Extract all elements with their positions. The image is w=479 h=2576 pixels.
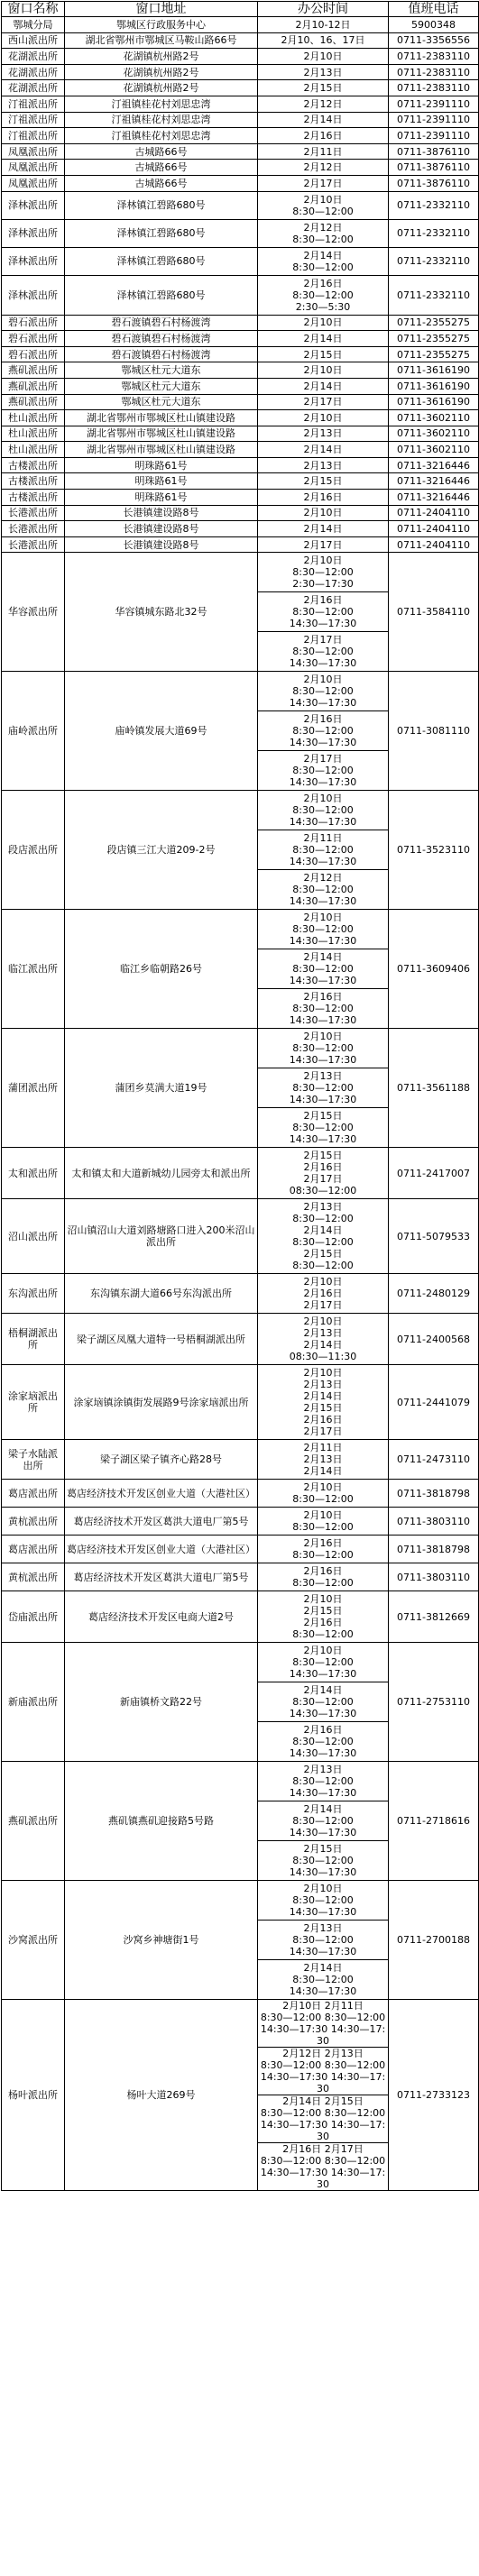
- table-row: [2, 275, 479, 315]
- cell-window-name: 凤凰派出所: [2, 143, 65, 160]
- cell-office-hours: 2月14日: [258, 442, 389, 458]
- header-window-name: 窗口名称: [2, 2, 65, 17]
- cell-duty-phone: 0711-3818798: [389, 1480, 479, 1508]
- cell-office-hours: 2月10日 8:30—12:00 14:30—17:30: [258, 1643, 389, 1682]
- table-row: [2, 346, 479, 362]
- cell-window-name: 杜山派出所: [2, 426, 65, 442]
- cell-window-name: 长港派出所: [2, 521, 65, 537]
- cell-window-address: 梁子湖区凤凰大道特一号梧桐湖派出所: [65, 1314, 258, 1365]
- cell-office-hours: 2月10日: [258, 315, 389, 331]
- cell-duty-phone: 0711-3561188: [389, 1029, 479, 1148]
- table-row: [2, 1148, 479, 1199]
- cell-office-hours: 2月16日: [258, 128, 389, 144]
- cell-office-hours: 2月14日 8:30—12:00: [258, 247, 389, 275]
- cell-window-name: 泽林派出所: [2, 275, 65, 315]
- cell-window-name: 凤凰派出所: [2, 160, 65, 176]
- cell-window-address: 花湖镇杭州路2号: [65, 80, 258, 96]
- cell-office-hours: 2月10日 8:30—12:00 14:30—17:30: [258, 910, 389, 949]
- cell-duty-phone: 0711-3616190: [389, 394, 479, 410]
- cell-duty-phone: 0711-2733123: [389, 2000, 479, 2191]
- table-row: [2, 521, 479, 537]
- cell-duty-phone: 0711-3523110: [389, 791, 479, 910]
- cell-window-name: 泽林派出所: [2, 219, 65, 247]
- table-row: [2, 473, 479, 490]
- cell-window-name: 古楼派出所: [2, 473, 65, 490]
- table-row: [2, 331, 479, 347]
- cell-window-name: 汀祖派出所: [2, 128, 65, 144]
- table-row: [2, 143, 479, 160]
- cell-window-address: 泽林镇江碧路680号: [65, 247, 258, 275]
- cell-office-hours: 2月10、16、17日: [258, 32, 389, 49]
- cell-duty-phone: 0711-3876110: [389, 160, 479, 176]
- cell-office-hours: 2月14日: [258, 331, 389, 347]
- cell-window-name: 燕矶派出所: [2, 378, 65, 394]
- cell-window-address: 碧石渡镇碧石村杨渡湾: [65, 315, 258, 331]
- table-row: [2, 64, 479, 80]
- cell-window-name: 凤凰派出所: [2, 175, 65, 191]
- cell-duty-phone: 0711-2404110: [389, 521, 479, 537]
- cell-duty-phone: 0711-3602110: [389, 426, 479, 442]
- cell-duty-phone: 0711-2355275: [389, 346, 479, 362]
- table-row: [2, 1563, 479, 1591]
- cell-window-address: 东沟镇东湖大道66号东沟派出所: [65, 1274, 258, 1314]
- cell-window-name: 碧石派出所: [2, 346, 65, 362]
- header-office-hours: 办公时间: [258, 2, 389, 17]
- cell-duty-phone: 0711-2400568: [389, 1314, 479, 1365]
- cell-duty-phone: 0711-2753110: [389, 1643, 479, 1762]
- cell-window-name: 燕矶派出所: [2, 394, 65, 410]
- cell-office-hours: 2月13日: [258, 64, 389, 80]
- cell-window-name: 长港派出所: [2, 505, 65, 521]
- cell-duty-phone: 0711-2417007: [389, 1148, 479, 1199]
- cell-office-hours: 2月14日 8:30—12:00 14:30—17:30: [258, 949, 389, 989]
- cell-window-address: 沙窝乡神塘街1号: [65, 1881, 258, 2000]
- cell-duty-phone: 0711-3216446: [389, 457, 479, 473]
- cell-window-address: 蒲团乡莫满大道19号: [65, 1029, 258, 1148]
- cell-window-name: 蒲团派出所: [2, 1029, 65, 1148]
- cell-duty-phone: 0711-2355275: [389, 331, 479, 347]
- cell-window-address: 临江乡临朝路26号: [65, 910, 258, 1029]
- cell-duty-phone: 0711-2391110: [389, 128, 479, 144]
- cell-window-name: 西山派出所: [2, 32, 65, 49]
- table-row: [2, 32, 479, 49]
- cell-window-address: 长港镇建设路8号: [65, 536, 258, 553]
- cell-window-name: 汀祖派出所: [2, 96, 65, 112]
- cell-window-address: 湖北省鄂州市鄂城区杜山镇建设路: [65, 410, 258, 426]
- cell-window-name: 杜山派出所: [2, 410, 65, 426]
- cell-office-hours: 2月14日 2月15日 8:30—12:00 8:30—12:00 14:30—17:30 14:30—17:30: [258, 2095, 389, 2143]
- cell-window-address: 明珠路61号: [65, 457, 258, 473]
- table-row: [2, 128, 479, 144]
- cell-window-address: 鄂城区杜元大道东: [65, 394, 258, 410]
- table-row: [2, 1591, 479, 1643]
- table-row: [2, 1881, 479, 1921]
- cell-duty-phone: 0711-2718616: [389, 1762, 479, 1881]
- cell-window-address: 碧石渡镇碧石村杨渡湾: [65, 346, 258, 362]
- cell-duty-phone: 0711-3876110: [389, 175, 479, 191]
- header-row: [2, 2, 479, 17]
- table-row: [2, 536, 479, 553]
- table-row: [2, 247, 479, 275]
- cell-window-name: 古楼派出所: [2, 490, 65, 506]
- cell-window-address: 湖北省鄂州市鄂城区杜山镇建设路: [65, 426, 258, 442]
- cell-duty-phone: 5900348: [389, 17, 479, 33]
- cell-window-name: 段店派出所: [2, 791, 65, 910]
- cell-window-name: 华容派出所: [2, 553, 65, 672]
- cell-window-name: 黄杭派出所: [2, 1508, 65, 1536]
- cell-office-hours: 2月12日 8:30—12:00 14:30—17:30: [258, 870, 389, 910]
- cell-duty-phone: 0711-2332110: [389, 191, 479, 219]
- cell-office-hours: 2月10日 8:30—12:00 2:30—17:30: [258, 553, 389, 592]
- cell-office-hours: 2月14日: [258, 378, 389, 394]
- cell-window-name: 沼山派出所: [2, 1199, 65, 1274]
- table-row: [2, 410, 479, 426]
- cell-office-hours: 2月16日 8:30—12:00 14:30—17:30: [258, 711, 389, 751]
- cell-window-address: 碧石渡镇碧石村杨渡湾: [65, 331, 258, 347]
- cell-window-address: 葛店经济技术开发区电商大道2号: [65, 1591, 258, 1643]
- table-row: [2, 910, 479, 949]
- cell-window-address: 汀祖镇桂花村刘思忠湾: [65, 112, 258, 128]
- table-row: [2, 191, 479, 219]
- cell-duty-phone: 0711-3876110: [389, 143, 479, 160]
- cell-duty-phone: 0711-2383110: [389, 80, 479, 96]
- cell-office-hours: 2月11日: [258, 143, 389, 160]
- cell-office-hours: 2月17日 8:30—12:00 14:30—17:30: [258, 751, 389, 791]
- cell-duty-phone: 0711-2391110: [389, 96, 479, 112]
- table-row: [2, 426, 479, 442]
- cell-office-hours: 2月14日: [258, 112, 389, 128]
- cell-office-hours: 2月11日 8:30—12:00 14:30—17:30: [258, 830, 389, 870]
- cell-window-address: 古城路66号: [65, 175, 258, 191]
- cell-window-name: 燕矶派出所: [2, 1762, 65, 1881]
- cell-window-address: 花湖镇杭州路2号: [65, 64, 258, 80]
- table-row: [2, 362, 479, 379]
- cell-office-hours: 2月10日 8:30—12:00 14:30—17:30: [258, 1881, 389, 1921]
- cell-window-name: 花湖派出所: [2, 64, 65, 80]
- cell-office-hours: 2月12日: [258, 96, 389, 112]
- cell-window-name: 燕矶派出所: [2, 362, 65, 379]
- cell-window-name: 庙岭派出所: [2, 672, 65, 791]
- cell-office-hours: 2月16日 8:30—12:00 2:30—5:30: [258, 275, 389, 315]
- cell-office-hours: 2月12日: [258, 160, 389, 176]
- table-row: [2, 1314, 479, 1365]
- cell-duty-phone: 0711-2332110: [389, 219, 479, 247]
- cell-office-hours: 2月17日 8:30—12:00 14:30—17:30: [258, 632, 389, 672]
- table-row: [2, 1440, 479, 1480]
- cell-window-name: 碧石派出所: [2, 331, 65, 347]
- table-row: [2, 1274, 479, 1314]
- table-row: [2, 791, 479, 830]
- cell-office-hours: 2月15日 8:30—12:00 14:30—17:30: [258, 1841, 389, 1881]
- cell-window-address: 鄂城区杜元大道东: [65, 362, 258, 379]
- cell-office-hours: 2月17日: [258, 394, 389, 410]
- cell-duty-phone: 0711-2383110: [389, 64, 479, 80]
- cell-office-hours: 2月10日 8:30—12:00 14:30—17:30: [258, 791, 389, 830]
- cell-window-address: 葛店经济技术开发区葛洪大道电厂第5号: [65, 1508, 258, 1536]
- cell-office-hours: 2月16日 2月17日 8:30—12:00 8:30—12:00 14:30—17:30 14:30—17:30: [258, 2143, 389, 2191]
- cell-office-hours: 2月10日 8:30—12:00: [258, 1508, 389, 1536]
- cell-window-name: 杜山派出所: [2, 442, 65, 458]
- table-row: [2, 394, 479, 410]
- cell-window-address: 长港镇建设路8号: [65, 521, 258, 537]
- cell-duty-phone: 0711-2355275: [389, 315, 479, 331]
- cell-window-address: 湖北省鄂州市鄂城区杜山镇建设路: [65, 442, 258, 458]
- cell-duty-phone: 0711-2332110: [389, 275, 479, 315]
- cell-window-name: 泽林派出所: [2, 247, 65, 275]
- cell-office-hours: 2月10日 2月11日 8:30—12:00 8:30—12:00 14:30—17:30 14:30—17:30: [258, 2000, 389, 2048]
- cell-office-hours: 2月13日 8:30—12:00 14:30—17:30: [258, 1762, 389, 1801]
- cell-window-address: 太和镇太和大道新城幼儿园旁太和派出所: [65, 1148, 258, 1199]
- cell-window-address: 明珠路61号: [65, 490, 258, 506]
- cell-duty-phone: 0711-3602110: [389, 410, 479, 426]
- cell-office-hours: 2月16日: [258, 490, 389, 506]
- cell-window-address: 花湖镇杭州路2号: [65, 49, 258, 65]
- table-row: [2, 457, 479, 473]
- table-body: [2, 17, 479, 2191]
- cell-window-address: 葛店经济技术开发区创业大道（大港社区）: [65, 1536, 258, 1563]
- cell-duty-phone: 0711-3602110: [389, 442, 479, 458]
- table-row: [2, 175, 479, 191]
- cell-window-address: 汀祖镇桂花村刘思忠湾: [65, 96, 258, 112]
- cell-office-hours: 2月15日 8:30—12:00 14:30—17:30: [258, 1108, 389, 1148]
- cell-office-hours: 2月10日: [258, 505, 389, 521]
- cell-duty-phone: 0711-5079533: [389, 1199, 479, 1274]
- table-row: [2, 49, 479, 65]
- table-row: [2, 1199, 479, 1274]
- cell-window-address: 湖北省鄂州市鄂城区马鞍山路66号: [65, 32, 258, 49]
- cell-window-name: 黄杭派出所: [2, 1563, 65, 1591]
- cell-duty-phone: 0711-3216446: [389, 490, 479, 506]
- cell-office-hours: 2月10日 2月13日 2月14日 2月15日 2月16日 2月17日: [258, 1365, 389, 1440]
- table-row: [2, 1480, 479, 1508]
- table-row: [2, 1762, 479, 1801]
- table-row: [2, 219, 479, 247]
- cell-window-name: 泽林派出所: [2, 191, 65, 219]
- cell-window-address: 庙岭镇发展大道69号: [65, 672, 258, 791]
- cell-window-address: 涂家垴镇涂镇街发展路9号涂家垴派出所: [65, 1365, 258, 1440]
- cell-office-hours: 2月16日 8:30—12:00 14:30—17:30: [258, 989, 389, 1029]
- table-row: [2, 553, 479, 592]
- cell-window-address: 新庙镇桥文路22号: [65, 1643, 258, 1762]
- cell-duty-phone: 0711-3216446: [389, 473, 479, 490]
- cell-duty-phone: 0711-2404110: [389, 505, 479, 521]
- cell-office-hours: 2月14日 8:30—12:00 14:30—17:30: [258, 1682, 389, 1722]
- cell-office-hours: 2月17日: [258, 175, 389, 191]
- cell-window-address: 鄂城区行政服务中心: [65, 17, 258, 33]
- cell-office-hours: 2月13日: [258, 426, 389, 442]
- cell-duty-phone: 0711-3356556: [389, 32, 479, 49]
- schedule-table: [1, 1, 479, 2191]
- cell-window-name: 东沟派出所: [2, 1274, 65, 1314]
- cell-duty-phone: 0711-2441079: [389, 1365, 479, 1440]
- cell-office-hours: 2月15日 2月16日 2月17日 08:30—12:00: [258, 1148, 389, 1199]
- table-row: [2, 1536, 479, 1563]
- cell-office-hours: 2月10日: [258, 410, 389, 426]
- cell-window-address: 段店镇三江大道209-2号: [65, 791, 258, 910]
- cell-office-hours: 2月14日 8:30—12:00 14:30—17:30: [258, 1801, 389, 1841]
- cell-window-name: 岱庙派出所: [2, 1591, 65, 1643]
- cell-window-address: 泽林镇江碧路680号: [65, 275, 258, 315]
- cell-window-address: 明珠路61号: [65, 473, 258, 490]
- cell-duty-phone: 0711-3818798: [389, 1536, 479, 1563]
- table-row: [2, 96, 479, 112]
- cell-duty-phone: 0711-3584110: [389, 553, 479, 672]
- cell-office-hours: 2月10-12日: [258, 17, 389, 33]
- cell-office-hours: 2月14日: [258, 521, 389, 537]
- cell-window-address: 古城路66号: [65, 160, 258, 176]
- cell-window-address: 燕矶镇燕矶迎接路5号路: [65, 1762, 258, 1881]
- table-row: [2, 490, 479, 506]
- cell-window-address: 汀祖镇桂花村刘思忠湾: [65, 128, 258, 144]
- cell-duty-phone: 0711-3609406: [389, 910, 479, 1029]
- cell-window-address: 泽林镇江碧路680号: [65, 191, 258, 219]
- table-row: [2, 315, 479, 331]
- table-row: [2, 17, 479, 33]
- table-row: [2, 1643, 479, 1682]
- cell-duty-phone: 0711-2383110: [389, 49, 479, 65]
- cell-window-name: 梁子水陆派出所: [2, 1440, 65, 1480]
- cell-office-hours: 2月10日 2月16日 2月17日: [258, 1274, 389, 1314]
- cell-window-name: 梧桐湖派出所: [2, 1314, 65, 1365]
- table-row: [2, 505, 479, 521]
- cell-window-address: 古城路66号: [65, 143, 258, 160]
- table-row: [2, 80, 479, 96]
- cell-window-name: 长港派出所: [2, 536, 65, 553]
- table-row: [2, 112, 479, 128]
- cell-office-hours: 2月17日: [258, 536, 389, 553]
- cell-window-name: 花湖派出所: [2, 80, 65, 96]
- cell-office-hours: 2月16日 8:30—12:00 14:30—17:30: [258, 592, 389, 632]
- header-window-address: 窗口地址: [65, 2, 258, 17]
- cell-window-address: 葛店经济技术开发区创业大道（大港社区）: [65, 1480, 258, 1508]
- cell-office-hours: 2月12日 2月13日 8:30—12:00 8:30—12:00 14:30—17:30 14:30—17:30: [258, 2048, 389, 2095]
- cell-office-hours: 2月10日 2月15日 2月16日 8:30—12:00: [258, 1591, 389, 1643]
- cell-office-hours: 2月16日 8:30—12:00: [258, 1563, 389, 1591]
- cell-office-hours: 2月10日 2月13日 2月14日 08:30—11:30: [258, 1314, 389, 1365]
- cell-window-address: 沼山镇沼山大道刘路塘路口进入200米沼山派出所: [65, 1199, 258, 1274]
- cell-office-hours: 2月10日 8:30—12:00 14:30—17:30: [258, 672, 389, 711]
- cell-duty-phone: 0711-3812669: [389, 1591, 479, 1643]
- cell-office-hours: 2月15日: [258, 473, 389, 490]
- cell-office-hours: 2月10日: [258, 49, 389, 65]
- cell-duty-phone: 0711-3803110: [389, 1508, 479, 1536]
- cell-window-address: 泽林镇江碧路680号: [65, 219, 258, 247]
- cell-window-name: 鄂城分局: [2, 17, 65, 33]
- cell-window-name: 临江派出所: [2, 910, 65, 1029]
- cell-office-hours: 2月13日 8:30—12:00 14:30—17:30: [258, 1068, 389, 1108]
- cell-office-hours: 2月12日 8:30—12:00: [258, 219, 389, 247]
- cell-duty-phone: 0711-2700188: [389, 1881, 479, 2000]
- table-row: [2, 1508, 479, 1536]
- cell-window-name: 杨叶派出所: [2, 2000, 65, 2191]
- table-row: [2, 672, 479, 711]
- cell-office-hours: 2月16日 8:30—12:00: [258, 1536, 389, 1563]
- cell-duty-phone: 0711-2332110: [389, 247, 479, 275]
- cell-office-hours: 2月10日: [258, 362, 389, 379]
- cell-duty-phone: 0711-3081110: [389, 672, 479, 791]
- table-row: [2, 2000, 479, 2048]
- cell-duty-phone: 0711-3616190: [389, 378, 479, 394]
- cell-window-name: 花湖派出所: [2, 49, 65, 65]
- cell-window-address: 葛店经济技术开发区葛洪大道电厂第5号: [65, 1563, 258, 1591]
- table-row: [2, 1029, 479, 1068]
- table-row: [2, 160, 479, 176]
- cell-office-hours: 2月16日 8:30—12:00 14:30—17:30: [258, 1722, 389, 1762]
- cell-office-hours: 2月11日 2月13日 2月14日: [258, 1440, 389, 1480]
- cell-duty-phone: 0711-3616190: [389, 362, 479, 379]
- cell-window-name: 新庙派出所: [2, 1643, 65, 1762]
- cell-window-address: 梁子湖区梁子镇齐心路28号: [65, 1440, 258, 1480]
- cell-office-hours: 2月13日 8:30—12:00 2月14日 8:30—12:00 2月15日 8:30—12:00: [258, 1199, 389, 1274]
- cell-window-name: 碧石派出所: [2, 315, 65, 331]
- cell-duty-phone: 0711-2404110: [389, 536, 479, 553]
- cell-window-address: 杨叶大道269号: [65, 2000, 258, 2191]
- cell-duty-phone: 0711-3803110: [389, 1563, 479, 1591]
- cell-window-name: 葛店派出所: [2, 1480, 65, 1508]
- cell-duty-phone: 0711-2473110: [389, 1440, 479, 1480]
- header-duty-phone: 值班电话: [389, 2, 479, 17]
- cell-office-hours: 2月14日 8:30—12:00 14:30—17:30: [258, 1960, 389, 2000]
- cell-window-name: 葛店派出所: [2, 1536, 65, 1563]
- cell-duty-phone: 0711-2480129: [389, 1274, 479, 1314]
- table-row: [2, 442, 479, 458]
- cell-window-address: 鄂城区杜元大道东: [65, 378, 258, 394]
- table-row: [2, 378, 479, 394]
- cell-window-name: 涂家垴派出所: [2, 1365, 65, 1440]
- cell-office-hours: 2月13日 8:30—12:00 14:30—17:30: [258, 1921, 389, 1960]
- cell-office-hours: 2月10日 8:30—12:00 14:30—17:30: [258, 1029, 389, 1068]
- cell-duty-phone: 0711-2391110: [389, 112, 479, 128]
- cell-office-hours: 2月15日: [258, 346, 389, 362]
- cell-window-name: 古楼派出所: [2, 457, 65, 473]
- cell-office-hours: 2月13日: [258, 457, 389, 473]
- cell-window-name: 沙窝派出所: [2, 1881, 65, 2000]
- cell-window-address: 华容镇城东路北32号: [65, 553, 258, 672]
- table-row: [2, 1365, 479, 1440]
- cell-office-hours: 2月15日: [258, 80, 389, 96]
- cell-office-hours: 2月10日 8:30—12:00: [258, 191, 389, 219]
- cell-window-name: 汀祖派出所: [2, 112, 65, 128]
- cell-office-hours: 2月10日 8:30—12:00: [258, 1480, 389, 1508]
- cell-window-address: 长港镇建设路8号: [65, 505, 258, 521]
- cell-window-name: 太和派出所: [2, 1148, 65, 1199]
